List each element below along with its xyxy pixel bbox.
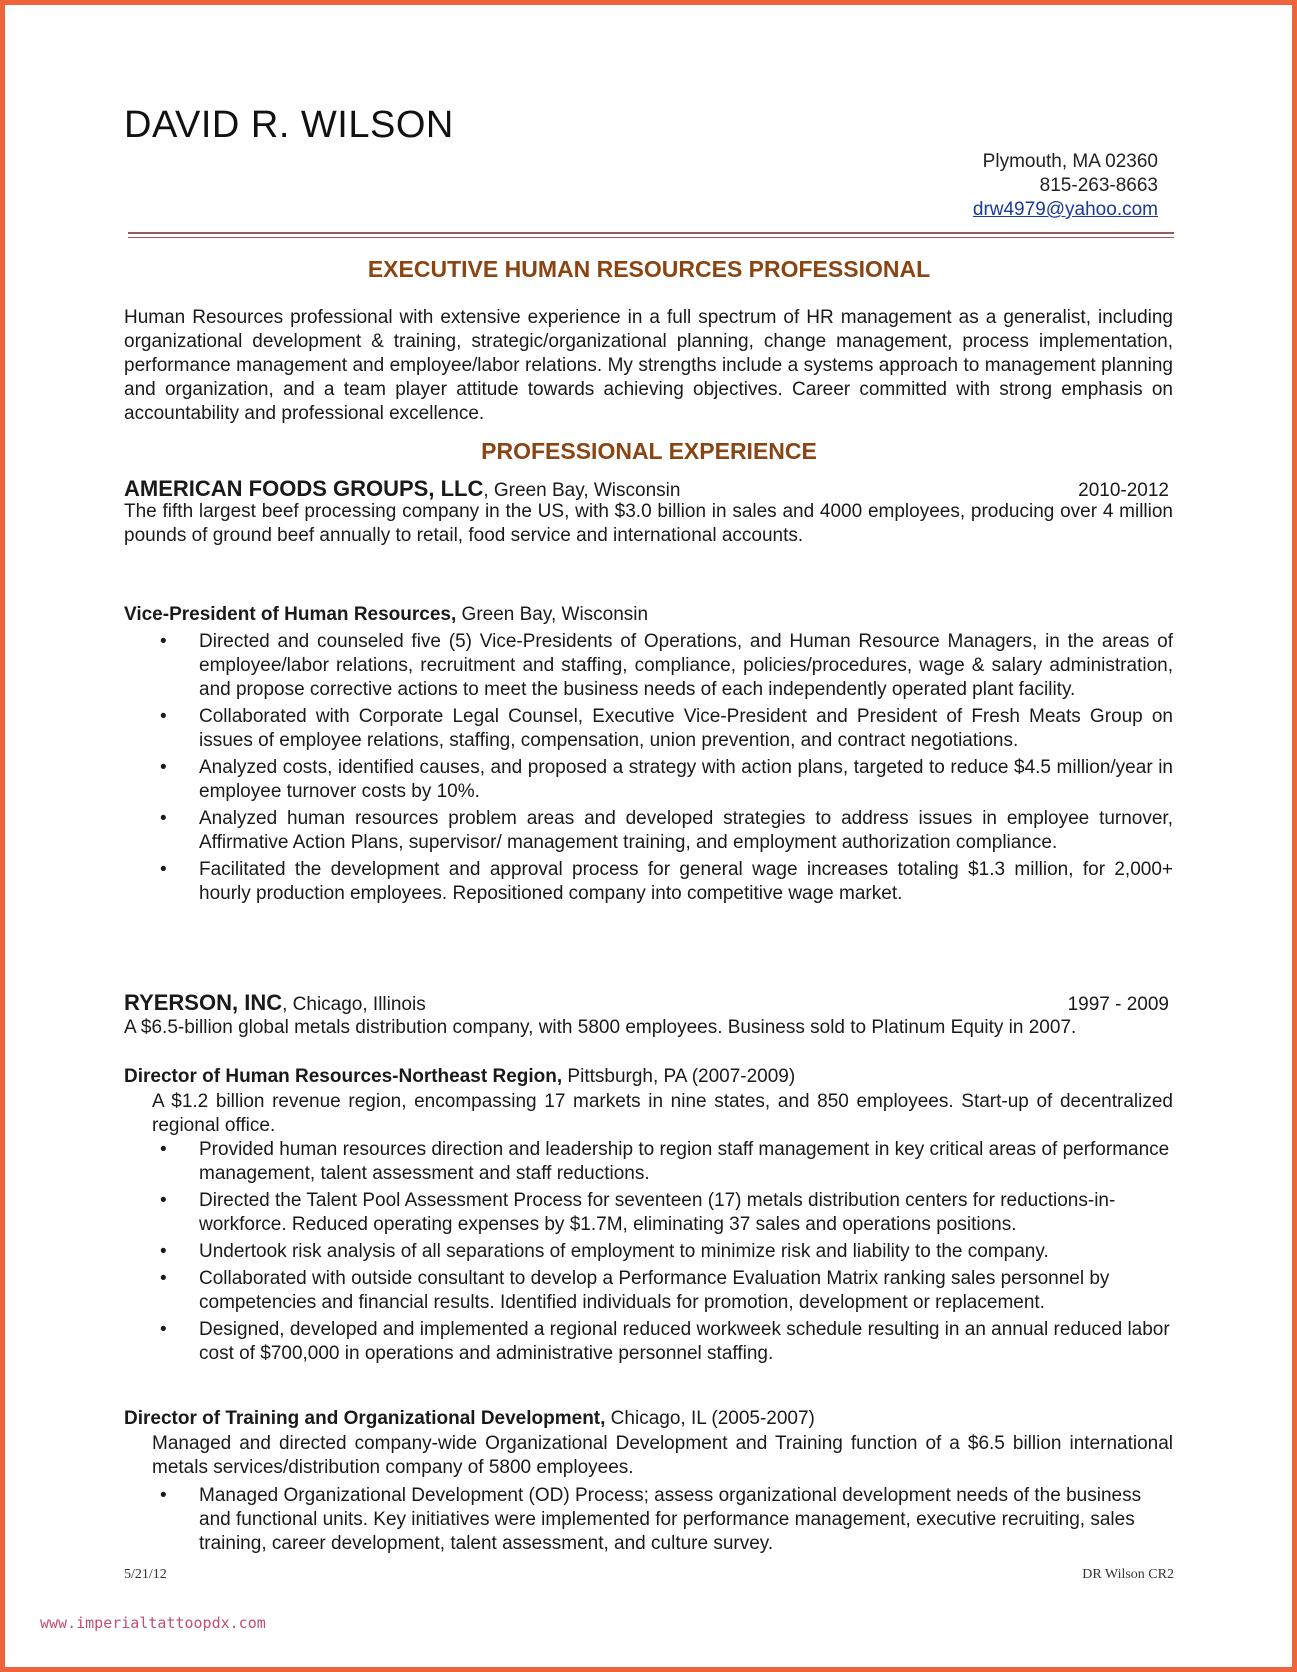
list-item: • Analyzed human resources problem areas and developed strategies to address issues in employee turnover, Affirmative Action Plans, supervisor/ management training, and employment authorization compliance.	[160, 808, 1173, 853]
role-location: Chicago, IL (2005-2007)	[605, 1408, 815, 1429]
header-divider-thin	[128, 237, 1174, 238]
company-description: The fifth largest beef processing company in the US, with $3.0 billion in sales and 4000 employees, producing over 4 million pounds of ground beef annually to retail, food service and international accounts.	[124, 501, 1173, 546]
experience-heading: PROFESSIONAL EXPERIENCE	[481, 438, 817, 464]
list-item: • Facilitated the development and approval process for general wage increases totaling $1.3 million, for 2,000+ hourly production employees. Repositioned company into competitive wage market.	[160, 859, 1173, 904]
bullet-icon: •	[160, 1268, 167, 1289]
profile-summary: Human Resources professional with extensive experience in a full spectrum of HR management as a generalist, including organizational development & training, strategic/organizational planning, change management, process implementation, performance management and employee/labor relations. My strengths include a systems approach to management planning and organization, and a team player attitude towards achieving objectives. Career committed with strong emphasis on accountability and professional excellence.	[124, 307, 1173, 424]
role-heading	[124, 604, 648, 626]
bullet-icon: •	[160, 1139, 167, 1160]
list-item: • Designed, developed and implemented a regional reduced workweek schedule resulting in an annual reduced labor cost of $700,000 in operations and administrative personnel staffing.	[160, 1319, 1170, 1364]
footer-ref: DR Wilson CR2	[1082, 1567, 1174, 1582]
list-item: • Directed and counseled five (5) Vice-Presidents of Operations, and Human Resource Managers, in the areas of employee/labor relations, recruitment and staffing, compliance, policies/procedures, wage & salary administration, and propose corrective actions to meet the business needs of each independently operated plant facility.	[160, 631, 1173, 700]
role-bullets	[124, 1138, 1173, 1366]
company-row	[124, 990, 1169, 1016]
list-item: • Collaborated with Corporate Legal Counsel, Executive Vice-President and President of Fresh Meats Group on issues of employee relations, staffing, compensation, union prevention, and contract negotiations.	[160, 706, 1173, 751]
phone: 815-263-8663	[1039, 175, 1158, 196]
company-name: AMERICAN FOODS GROUPS, LLC	[124, 476, 484, 501]
list-item: • Provided human resources direction and leadership to region staff management in key critical areas of performance management, talent assessment and staff reductions.	[160, 1139, 1170, 1184]
profile-heading: EXECUTIVE HUMAN RESOURCES PROFESSIONAL	[367, 256, 931, 282]
role-title: Director of Human Resources-Northeast Region,	[124, 1066, 563, 1087]
list-item: • Analyzed costs, identified causes, and proposed a strategy with action plans, targeted to reduce $4.5 million/year in employee turnover costs by 10%.	[160, 757, 1173, 802]
role-heading	[124, 1408, 815, 1430]
bullet-icon: •	[160, 808, 167, 829]
role-location: Green Bay, Wisconsin	[456, 604, 649, 625]
bullet-icon: •	[160, 859, 167, 880]
candidate-name: DAVID R. WILSON	[124, 104, 454, 146]
company-dates: 1997 - 2009	[1067, 994, 1169, 1015]
contact-block	[973, 150, 1158, 222]
list-item: • Collaborated with outside consultant to develop a Performance Evaluation Matrix ranking sales personnel by competencies and financial results. Identified individuals for promotion, development or replacement.	[160, 1268, 1110, 1313]
role-title: Vice-President of Human Resources,	[124, 604, 457, 625]
bullet-icon: •	[160, 1485, 167, 1506]
role-heading	[124, 1066, 795, 1088]
bullet-icon: •	[160, 1319, 167, 1340]
company-location: , Green Bay, Wisconsin	[483, 480, 681, 501]
company-dates: 2010-2012	[1078, 480, 1169, 501]
email-link[interactable]: drw4979@yahoo.com	[972, 199, 1158, 220]
role-bullets	[124, 630, 1173, 906]
bullet-icon: •	[160, 631, 167, 652]
role-bullets	[124, 1484, 1173, 1556]
role-title: Director of Training and Organizational Development,	[124, 1408, 606, 1429]
bullet-icon: •	[160, 757, 167, 778]
company-location: , Chicago, Illinois	[282, 994, 426, 1015]
address: Plymouth, MA 02360	[982, 151, 1158, 172]
role-summary: Managed and directed company-wide Organizational Development and Training function of a $6.5 billion international metals services/distribution company of 5800 employees.	[152, 1433, 1173, 1478]
bullet-icon: •	[160, 1190, 167, 1211]
footer-date: 5/21/12	[124, 1567, 167, 1582]
company-heading	[124, 990, 426, 1016]
bullet-icon: •	[160, 706, 167, 727]
list-item: • Undertook risk analysis of all separations of employment to minimize risk and liability to the company.	[160, 1241, 1049, 1262]
company-heading	[124, 476, 680, 502]
role-summary: A $1.2 billion revenue region, encompassing 17 markets in nine states, and 850 employees. Start-up of decentralized regional office.	[152, 1091, 1173, 1136]
company-row	[124, 476, 1169, 502]
list-item: • Managed Organizational Development (OD) Process; assess organizational development needs of the business and functional units. Key initiatives were implemented for performance management, executive recruiting, sales training, career development, talent assessment, and culture survey.	[160, 1485, 1142, 1554]
list-item: • Directed the Talent Pool Assessment Process for seventeen (17) metals distribution centers for reductions-in-workforce. Reduced operating expenses by $1.7M, eliminating 37 sales and operations positions.	[160, 1190, 1116, 1235]
bullet-icon: •	[160, 1241, 167, 1262]
header-divider	[128, 232, 1174, 234]
role-location: Pittsburgh, PA (2007-2009)	[562, 1066, 796, 1087]
company-description: A $6.5-billion global metals distribution company, with 5800 employees. Business sold to Platinum Equity in 2007.	[124, 1017, 1077, 1038]
company-name: RYERSON, INC	[124, 990, 283, 1015]
watermark: www.imperialtattoopdx.com	[40, 1614, 266, 1632]
